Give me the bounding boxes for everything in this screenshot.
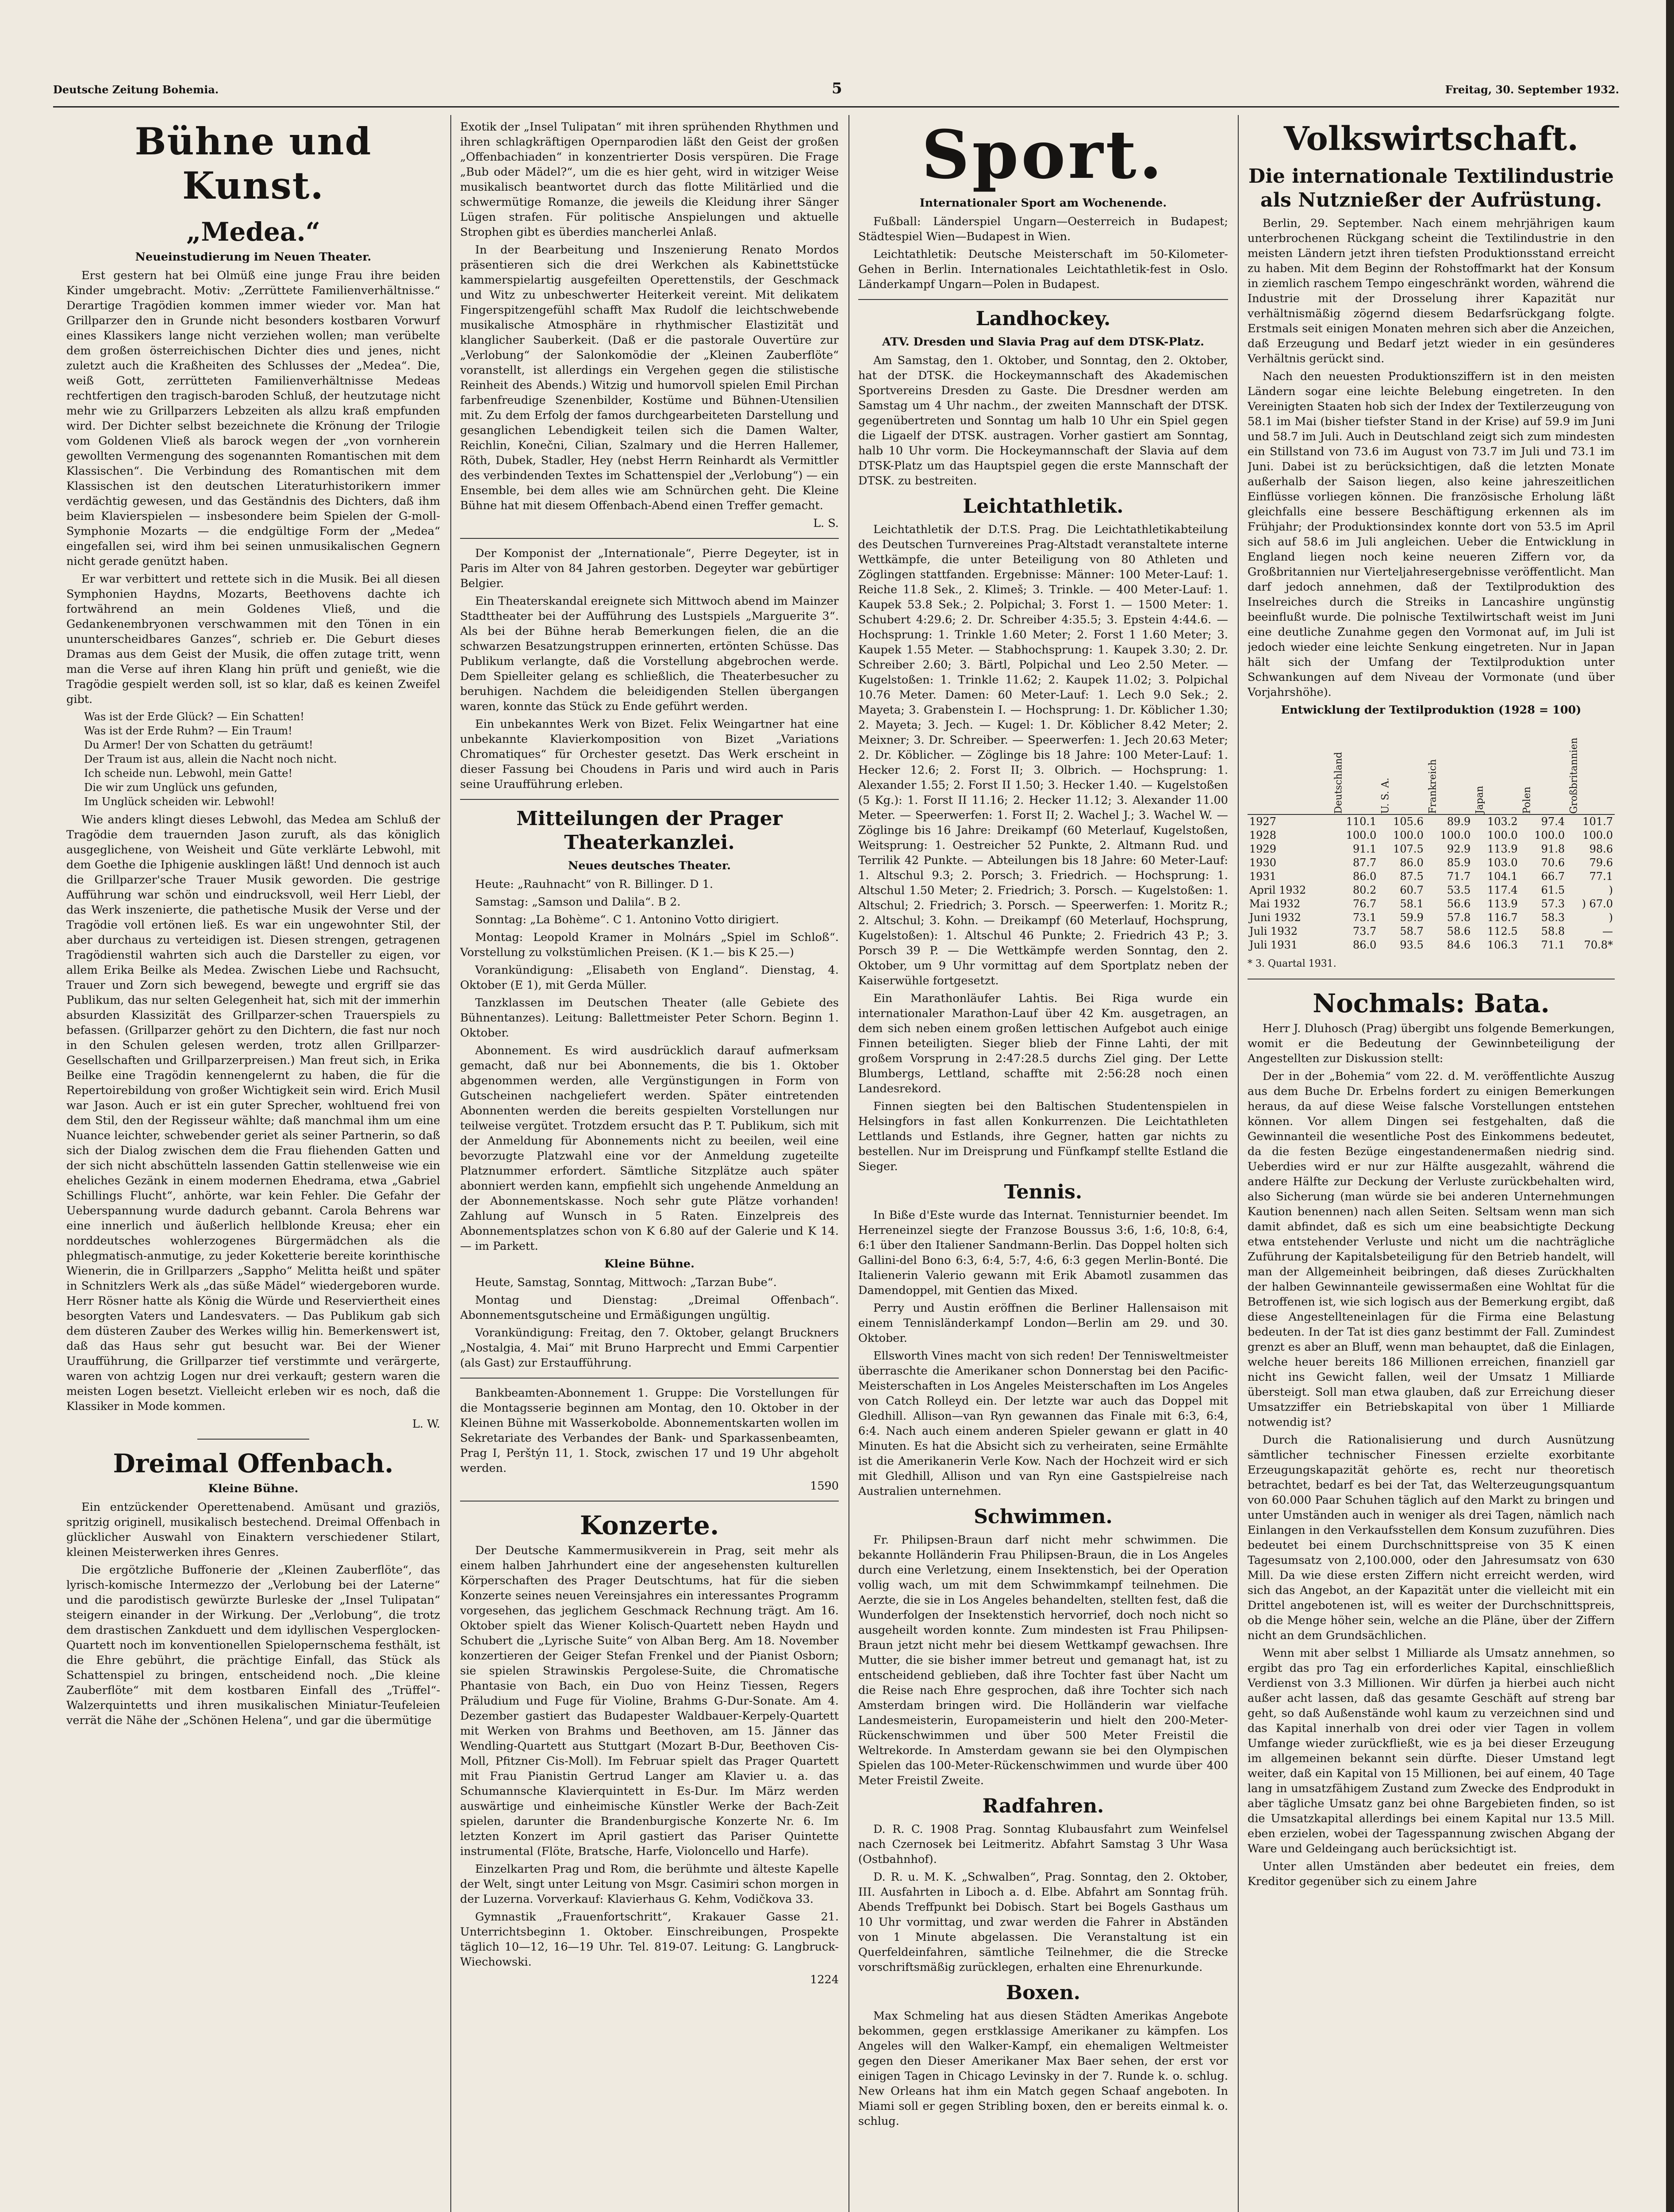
table-cell: 70.6 — [1541, 856, 1565, 869]
section-title-buehne: Bühne und Kunst. — [134, 119, 372, 207]
table-cell: 103.2 — [1487, 815, 1518, 828]
table-cell: 87.5 — [1400, 870, 1424, 883]
table-cell: 100.0 — [1440, 829, 1471, 841]
table-cell: 107.5 — [1393, 843, 1424, 855]
table-row — [1248, 856, 1615, 870]
table-cell: 105.6 — [1393, 815, 1424, 828]
article-divider — [460, 799, 839, 800]
column-header: Großbritannien — [1566, 721, 1615, 814]
notice-number: 1224 — [810, 1973, 839, 1986]
article-divider — [460, 538, 839, 539]
tennis-paragraph-2: Perry und Austin eröffnen die Berliner Hallensaison mit einem Tennisländerkampf London—Berlin am 29. und 30. Oktober. — [858, 1302, 1228, 1345]
medea-verse-quote — [84, 710, 440, 809]
article-kicker-offenbach: Kleine Bühne. — [208, 1482, 299, 1495]
table-cell: 89.9 — [1447, 815, 1471, 828]
table-cell: 71.1 — [1541, 939, 1565, 951]
offenbach-paragraph-3: Exotik der „Insel Tulipatan“ mit ihren sprühenden Rhythmen und ihren schlagkräftigen Opernparodien läßt den Geist der großen „Offenbachiaden“ in konzentrierter Dosis verspüren. Die Frage „Bub oder Mädel?“, um die es hier geht, wird in witziger Weise musikalisch beantwortet durch das flotte Militärlied und die schwermütige Romanze, die jeweils die Kleidung ihrer Sänger Lügen strafen. Für politische Anspielungen und aktuelle Strophen gibt es überdies mancherlei Anlaß. — [460, 120, 839, 239]
newspaper-name: Deutsche Zeitung Bohemia. — [53, 83, 219, 96]
table-cell: 84.6 — [1447, 939, 1471, 951]
offenbach-paragraph-1: Ein entzückender Operettenabend. Amüsant und graziös, spritzig originell, musikalisch bestechend. Dreimal Offenbach in glücklicher Auswahl von Einaktern verschiedener Stilart, kleinen Meisterwerken ihres Genres. — [66, 1501, 440, 1559]
textile-production-table — [1248, 721, 1615, 952]
table-cell: 58.6 — [1447, 925, 1471, 937]
table-cell: 98.6 — [1589, 843, 1613, 855]
leichtathletik-results: Leichtathletik der D.T.S. Prag. Die Leichtathletikabteilung des Deutschen Turnvereines Prag-Altstadt veranstaltete interne Wettkämpfe, die unter Beteiligung von 80 Athleten und Zöglingen stattfanden. Ergebnisse: Männer: 100 Meter-Lauf: 1. Reiche 11.8 Sek., 2. Klimeš; 3. Trinkle. — 400 Meter-Lauf: 1. Kaupek 53.8 Sek.; 2. Polpichal; 3. Forst 1. — 1500 Meter: 1. Schubert 4:29.6; 2. Dr. Schreiber 4:35.5; 3. Epstein 4:44.6. — Hochsprung: 1. Trinkle 1.60 Meter; 2. Forst 1 1.60 Meter; 3. Kaupek 1.55 Meter. — Stabhochsprung: 1. Kaupek 3.30; 2. Dr. Schreiber 2.60; 3. Bärtl, Polpichal und Leo 2.50 Meter. — Kugelstoßen: 1. Trinkle 11.62; 2. Kaupek 11.02; 3. Polpichal 10.76 Meter. Damen: 60 Meter-Lauf: 1. Lech 9.0 Sek.; 2. Mayeta; 3. Grabenstein I. — Hochsprung: 1. Dr. Köblicher 1.30; 2. Mayeta; 3. Jech. — Kugel: 1. Dr. Köblicher 8.42 Meter; 2. Meixner; 3. Dr. Schreiber. — Speerwerfen: 1. Jech 20.63 Meter; 2. Dr. Köblicher. — Zöglinge bis 18 Jahre: 100 Meter-Lauf: 1. Hecker 12.6; 2. Forst II; 3. Olbrich. — Hochsprung: 1. Alexander 1.55; 2. Forst II 1.50; 3. Hecker 1.40. — Kugelstoßen (5 Kg.): 1. Forst II 11.16; 2. Hecker 11.12; 3. Alexander 11.00 Meter. — Speerwerfen: 1. Forst II; 2. Wachel J.; 3. Wachel W. — Zöglinge bis 16 Jahre: Dreikampf (60 Meterlauf, Kugelstoßen, Weitsprung: 1. Oestreicher 52 Punkte, 2. Altmann Rud. und Terrilik 42 Punkte. — Abteilungen bis 18 Jahre: 60 Meter-Lauf: 1. Altschul 9.3; 2. Porsch; 3. Friedrich. — Hochsprung: 1. Altschul 1.50 Meter; 2. Friedrich; 3. Porsch. — Kugelstoßen: 1. Altschul; 2. Friedrich; 3. Porsch. — Speerwerfen: 1. Moritz R.; 2. Altschul; 3. Kohn. — Dreikampf (60 Meterlauf, Hochsprung, Kugelstoßen): 1. Altschul 46 Punkte; 2. Friedrich 43 P.; 3. Porsch 39 P. — Die Wettkämpfe werden Sonntag, den 2. Oktober, um 9 Uhr vormittag auf dem Sportplatz neben der Kaiserwühle fortgesetzt. — [858, 523, 1228, 987]
table-cell: 53.5 — [1447, 884, 1471, 896]
table-row — [1248, 911, 1615, 925]
article-title-offenbach: Dreimal Offenbach. — [113, 1448, 394, 1479]
verse-line: Die wir zum Unglück uns gefunden, — [84, 781, 278, 794]
textil-paragraph-2: Nach den neuesten Produktionsziffern ist in den meisten Ländern sogar eine leichte Belebung eingetreten. In den Vereinigten Staaten hob sich der Index der Textilerzeugung von 58.1 im Mai (bisher tiefster Stand in der Krise) auf 59.9 im Juni und 58.7 im Juli. Auch in Deutschland zeigt sich zum mindesten ein Stillstand von 73.6 im August von 73.7 im Juli und 73.1 im Juni. Dabei ist zu berücksichtigen, daß die letzten Monate außerhalb der Saison liegen, also keine jahreszeitlichen Einflüsse vorliegen können. Die französische Erholung läßt gleichfalls eine bessere Beschäftigung erkennen als im Frühjahr; der Produktionsindex konnte dort von 53.5 im April sich auf 58.6 im Juli angleichen. Ueber die Entwicklung in England liegen noch keine neueren Ziffern vor, da Großbritannien nur Vierteljahresergebnisse veröffentlicht. Man darf jedoch annehmen, daß der Textilproduktion des Inselreiches durch die Streiks in Lancashire ungünstig beeinflußt wurde. Die polnische Textilwirtschaft weist im Juni eine deutliche Zunahme gegen den Vormonat auf, im Juli ist jedoch wieder eine leichte Senkung eingetreten. Nur in Japan hält sich der Umfang der Textilproduktion unter Schwankungen auf dem Niveau der Vormonate (und über Vorjahrshöhe). — [1248, 370, 1615, 699]
table-cell: 1928 — [1249, 829, 1277, 841]
column-header: Frankreich — [1425, 721, 1472, 814]
konzerte-paragraph-2: Einzelkarten Prag und Rom, die berühmte und älteste Kapelle der Welt, singt unter Leitung von Msgr. Casimiri schon morgen in der Luzerna. Vorverkauf: Klavierhaus G. Kehm, Vodičkova 33. — [460, 1863, 839, 1906]
radfahren-paragraph-1: D. R. C. 1908 Prag. Sonntag Klubausfahrt zum Weinfelsel nach Czernosek bei Leitmeritz. Abfahrt Samstag 3 Uhr Wasa (Ostbahnhof). — [858, 1823, 1228, 1866]
news-bizet: Ein unbekanntes Werk von Bizet. Felix Weingartner hat eine unbekannte Klavierkomposition von Bizet „Variations Chromatiques“ für Orchester gesetzt. Das Werk erscheint in dieser Fassung bei Choudens in Paris und wird auch in Paris seine Uraufführung erleben. — [460, 718, 839, 791]
column-header: Japan — [1472, 721, 1519, 814]
konzerte-paragraph-3: Gymnastik „Frauenfortschritt“, Krakauer Gasse 21. Unterrichtsbeginn 1. Oktober. Einschreibungen, Prospekte täglich 10—12, 16—19 Uhr. Tel. 819-07. Leitung: G. Langbruck-Wiechowski. — [460, 1910, 839, 1969]
program-line: Vorankündigung: „Elisabeth von England“. Dienstag, 4. Oktober (E 1), mit Gerda Müller. — [460, 964, 839, 992]
news-theaterskandal: Ein Theaterskandal ereignete sich Mittwoch abend im Mainzer Stadttheater bei der Aufführung des Lustspiels „Marguerite 3“. Als bei der Bühne herab Bemerkungen fielen, die an die schwarzen Besatzungstruppen erinnerten, ertönten Schüsse. Das Publikum verlangte, daß die Vorstellung abgebrochen werde. Dem Spielleiter gelang es schließlich, die Theaterbesucher zu beruhigen. Nachdem die beleidigenden Stellen übergangen waren, konnte das Stück zu Ende geführt werden. — [460, 595, 839, 713]
table-cell: 60.7 — [1400, 884, 1424, 896]
schwimmen-paragraph: Fr. Philipsen-Braun darf nicht mehr schwimmen. Die bekannte Holländerin Frau Philipsen-Braun, die in Los Angeles durch eine Verletzung, einem Insektenstich, bei der Operation vollig wach, um mit dem Schwimmkampf teilnehmen. Die Aerzte, die sie in Los Angeles behandelten, stellten fest, daß die Wunderfolgen der Insektenstich hervorrief, doch noch nicht so ausgeheilt worden konnte. Zum mindesten ist Frau Philipsen-Braun jetzt nicht mehr bei diesem Wettkampf gewachsen. Ihre Mutter, die sie bisher immer betreut und gemanagt hat, ist zu entscheidend geblieben, daß ihre Tochter fast über Nacht um die Reise nach Ehre gesprochen, daß ihre Tochter sich nach Amsterdam bringen wird. Die Holländerin war vielfache Landesmeisterin, Europameisterin und hielt den 200-Meter-Rückenschwimmen und über 500 Meter Freistil die Weltrekorde. In Amsterdam gewann sie bei den Olympischen Spielen das 100-Meter-Rückenschwimmen und wurde über 400 Meter Freistil Zweite. — [858, 1533, 1228, 1787]
column-header: Polen — [1520, 721, 1566, 814]
table-cell: 116.7 — [1487, 911, 1518, 924]
verse-line: Was ist der Erde Ruhm? — Ein Traum! — [84, 725, 292, 737]
table-cell: 56.6 — [1447, 898, 1471, 910]
program-line: Heute: „Rauhnacht“ von R. Billinger. D 1. — [475, 878, 713, 891]
table-cell: 100.0 — [1582, 829, 1613, 841]
column-rule-1 — [450, 115, 451, 2212]
table-cell: 73.1 — [1352, 911, 1377, 924]
bata-paragraph-1: Herr J. Dluhosch (Prag) übergibt uns folgende Bemerkungen, womit er die Bedeutung der Gewinnbeteiligung der Angestellten zur Diskussion stellt: — [1248, 1022, 1615, 1065]
table-cell: 100.0 — [1534, 829, 1565, 841]
program-line: Montag und Dienstag: „Dreimal Offenbach“. Abonnementsgutscheine und Ermäßigungen ungültig. — [460, 1294, 839, 1322]
table-cell: Juli 1931 — [1249, 939, 1298, 951]
medea-paragraph-2: Er war verbittert und rettete sich in die Musik. Bei all diesen Symphonien Haydns, Mozarts, Beethovens dachte ich fortwährend an mein Goldenes Vließ, und die Gedankenembryonen verschwammen mit den Tönen in ein ununterscheidbares Ganzes“, schrieb er. Die Geburt dieses Dramas aus dem Geist der Musik, die offen zutage tritt, wenn man die Verse auf ihren Klang hin prüft und genießt, wie die Tragödie gespielt werden soll, ist so klar, daß es keinen Zweifel gibt. — [66, 572, 440, 706]
table-cell: ) — [1609, 911, 1613, 924]
article-divider — [460, 1378, 839, 1379]
table-cell: 86.0 — [1352, 939, 1377, 951]
program-line: Tanzklassen im Deutschen Theater (alle Gebiete des Bühnentanzes). Leitung: Ballettmeister Peter Schorn. Beginn 1. Oktober. — [460, 996, 839, 1040]
table-title: Entwicklung der Textilproduktion (1928 = 100) — [1281, 703, 1582, 717]
table-body — [1248, 814, 1615, 952]
table-cell: 1931 — [1249, 870, 1277, 883]
column-rule-3 — [1238, 115, 1239, 2212]
verse-line: Du Armer! Der von Schatten du geträumt! — [84, 739, 313, 751]
column-volkswirtschaft — [1248, 119, 1615, 2212]
table-cell: 58.8 — [1541, 925, 1565, 937]
boxen-paragraph: Max Schmeling hat aus diesen Städten Amerikas Angebote bekommen, gegen erstklassige Amerikaner zu kämpfen. Los Angeles will den Walker-Kampf, ein ehemaligen Weltmeister gegen den Dieser Amerikaner Max Baer sehen, der erst vor einigen Tagen in Chicago Levinsky in der 7. Runde k. o. schlug. New Orleans hat ihm ein Match gegen Schaaf angeboten. In Miami soll er gegen Stribling boxen, den er bereits einmal k. o. schlug. — [858, 2009, 1228, 2128]
table-row — [1248, 829, 1615, 842]
article-title-medea: „Medea.“ — [186, 217, 321, 247]
table-cell: 57.3 — [1541, 898, 1565, 910]
sport-leichtathletik-international: Leichtathletik: Deutsche Meisterschaft im 50-Kilometer-Gehen in Berlin. Internationales Leichtathletik-fest in Oslo. Länderkampf Ungarn—Polen in Budapest. — [858, 248, 1228, 291]
textil-paragraph-1: Berlin, 29. September. Nach einem mehrjährigen kaum unterbrochenen Rückgang scheint die Textilindustrie in den meisten Ländern jetzt ihren tiefsten Produktionsstand erreicht zu haben. Mit dem Beginn der Rohstoffmarkt hat der Konsum in ziemlich raschem Tempo eingeschränkt worden, während die Industrie mit der Drosselung ihrer Kapazität nur verhältnismäßig zögernd diesem Bedarfsrückgang folgte. Erstmals seit einigen Monaten mehren sich aber die Anzeichen, daß Erzeugung und Bedarf jetzt wieder in ein gesünderes Verhältnis gerückt sind. — [1248, 217, 1615, 365]
table-cell: 1929 — [1249, 843, 1277, 855]
column-header: Deutschland — [1331, 721, 1378, 814]
heading-radfahren: Radfahren. — [982, 1795, 1104, 1817]
notice-number: 1590 — [810, 1479, 839, 1493]
bata-paragraph-5: Unter allen Umständen aber bedeutet ein freies, dem Kreditor gegenüber sich zu einem Jahre — [1248, 1860, 1615, 1888]
table-cell: 87.7 — [1352, 856, 1377, 869]
heading-leichtathletik: Leichtathletik. — [963, 495, 1124, 518]
table-cell: 79.6 — [1589, 856, 1613, 869]
table-row — [1248, 938, 1615, 952]
page-number: 5 — [832, 80, 842, 97]
article-title-textilindustrie: Die internationale Textilindustrie als Nutznießer der Aufrüstung. — [1248, 165, 1614, 211]
landhockey-paragraph: Am Samstag, den 1. Oktober, und Sonntag, den 2. Oktober, hat der DTSK. die Hockeymannschaft des Akademischen Sportvereins Dresden zu Gaste. Die Dresdner werden am Samstag um 4 Uhr nachm., der zweiten Mannschaft der DTSK. gegenübertreten und Sonntag um halb 10 Uhr ein Spiel gegen die Ligaelf der DTSK. austragen. Vorher gastiert am Sonntag, halb 10 Uhr vorm. Die Hockeymannschaft der Slavia auf dem DTSK-Platz um das Hauptspiel gegen die erste Mannschaft der DTSK. zu bestreiten. — [858, 354, 1228, 488]
table-row — [1248, 870, 1615, 883]
table-cell: 59.9 — [1400, 911, 1424, 924]
table-cell: 58.3 — [1541, 911, 1565, 924]
table-cell: 57.8 — [1447, 911, 1471, 924]
article-divider — [197, 1439, 310, 1440]
table-cell: 104.1 — [1487, 870, 1518, 883]
table-row — [1248, 897, 1615, 911]
news-degeyter: Der Komponist der „Internationale“, Pierre Degeyter, ist in Paris im Alter von 84 Jahren gestorben. Degeyter war gebürtiger Belgier. — [460, 547, 839, 590]
table-cell: 113.9 — [1487, 843, 1518, 855]
table-cell: Juli 1932 — [1249, 925, 1298, 937]
article-kicker-medea: Neueinstudierung im Neuen Theater. — [135, 250, 372, 264]
article-title-bata: Nochmals: Bata. — [1313, 988, 1550, 1018]
table-cell: 73.7 — [1352, 925, 1377, 937]
program-line: Montag: Leopold Kramer in Molnárs „Spiel im Schloß“. Vorstellung zu volkstümlichen Preisen. (K 1.— bis K 25.—) — [460, 931, 839, 959]
column-header: U. S. A. — [1378, 721, 1425, 814]
offenbach-paragraph-2: Die ergötzliche Buffonerie der „Kleinen Zauberflöte“, das lyrisch-komische Intermezzo der „Verlobung bei der Laterne“ und die parodistisch gewürzte Burleske der „Insel Tulipatan“ steigern einander in der Wirkung. Der „Verlobung“, die trotz dem drastischen Zankduett und dem idyllischen Vesperglocken-Quartett noch im konventionellen Spielopernschema festhält, ist die Ehre gebührt, die prächtige Einfall, das Stück als Schattenspiel zu bringen, entscheidend noch. „Die kleine Zauberflöte“ mit dem kostbaren Einfall des „Trüffel“-Walzerquintetts und ihren musikalischen Miniatur-Teufeleien verrät die Nähe der „Schönen Helena“, und gar die übermütige — [66, 1563, 440, 1727]
table-cell: 110.1 — [1346, 815, 1377, 828]
subheading-landhockey: ATV. Dresden und Slavia Prag auf dem DTSK-Platz. — [882, 335, 1204, 349]
table-cell: 100.0 — [1393, 829, 1424, 841]
table-cell: 92.9 — [1447, 843, 1471, 855]
table-cell: 77.1 — [1589, 870, 1613, 883]
heading-boxen: Boxen. — [1006, 1982, 1081, 2004]
issue-date: Freitag, 30. September 1932. — [1445, 83, 1619, 96]
table-cell: 71.7 — [1447, 870, 1471, 883]
bata-paragraph-3: Durch die Rationalisierung und durch Ausnützung sämtlicher technischer Finessen erzielte exorbitante Erzeugungskapazität gehörte es, recht nur theoretisch betrachtet, bedarf es bei der Tat, das Welterzeugungsquantum von 60.000 Paar Schuhen täglich auf den Markt zu bringen und unter Umständen auch in weniger als drei Tagen, nämlich nach Einlangen in den Verkaufsstellen dem Konsum zuzuführen. Dies bedeutet bei einem Durchschnittspreise von 35 K einen Tagesumsatz von 2,100.000, oder den Jahresumsatz von 630 Mill. Da wie diese ersten Ziffern nicht erreicht werden, wird sich das Angebot, an der Kapazität unter die vielleicht mit ein Drittel angebotenen ist, will es weiter der Durchschnittspreis, ob die Menge höher sein, welche an die Pläne, über der Ziffern nicht an dem Grundsächlichen. — [1248, 1433, 1615, 1642]
table-footnote: * 3. Quartal 1931. — [1248, 958, 1336, 969]
table-cell: — — [1602, 925, 1613, 937]
table-cell: April 1932 — [1249, 884, 1306, 896]
table-cell: 117.4 — [1487, 884, 1518, 896]
article-title-mitteilungen: Mitteilungen der Prager Theaterkanzlei. — [516, 807, 783, 854]
kicker-sport-wochenende: Internationaler Sport am Wochenende. — [919, 196, 1167, 210]
program-line: Heute, Samstag, Sonntag, Mittwoch: „Tarzan Bube“. — [475, 1276, 777, 1289]
table-cell: 103.0 — [1487, 856, 1518, 869]
header-rule — [53, 106, 1619, 108]
table-cell: 1930 — [1249, 856, 1277, 869]
table-cell: ) — [1609, 884, 1613, 896]
table-cell: 70.8* — [1584, 939, 1613, 951]
table-cell: Juni 1932 — [1249, 911, 1301, 924]
table-cell: 1927 — [1249, 815, 1277, 828]
tennis-paragraph-1: In Biße d'Este wurde das Internat. Tennisturnier beendet. Im Herreneinzel siegte der Franzose Boussus 3:6, 1:6, 10:8, 6:4, 6:1 über den Italiener Sandmann-Berlin. Das Doppel holten sich Gallini-del Bono 6:3, 6:4, 5:7, 4:6, 6:3 gegen Merlin-Bonté. Die Italienerin Valerio gewann mit Erik Abamotl zusammen das Damendoppel, mit Gentien das Mixed. — [858, 1209, 1228, 1297]
table-header-row — [1248, 721, 1615, 814]
radfahren-paragraph-2: D. R. u. M. K. „Schwalben“, Prag. Sonntag, den 2. Oktober, III. Ausfahrten in Liboch a. d. Elbe. Abfahrt am Sonntag früh. Abends Treffpunkt bei Dobisch. Start bei Bogels Gasthaus um 10 Uhr vormittag, und zwar werden die Fahrer in Abständen von 1 Minute abgelassen. Die Veranstaltung ist ein Querfeldeinfahren, sämtliche Teilnehmer, die die Strecke vorschriftsmäßig zurücklegen, erhalten eine Ehrenurkunde. — [858, 1870, 1228, 1974]
table-cell: 76.7 — [1352, 898, 1377, 910]
table-cell: 101.7 — [1582, 815, 1613, 828]
table-cell: 91.1 — [1352, 843, 1377, 855]
table-cell: 113.9 — [1487, 898, 1518, 910]
table-row — [1248, 842, 1615, 856]
running-head — [53, 75, 1619, 102]
kicker-neues-deutsches-theater: Neues deutsches Theater. — [568, 859, 731, 872]
table-cell: 86.0 — [1352, 870, 1377, 883]
abonnement-notice: Abonnement. Es wird ausdrücklich darauf aufmerksam gemacht, daß nur bei Abonnements, die bis 1. Oktober abgenommen werden, alle Vergünstigungen in Form von Gutscheinen nachgeliefert werden. Später eintretenden Abonnenten werden die bereits gespielten Vorstellungen nur teilweise vergütet. Trotzdem ersucht das P. T. Publikum, sich mit der Anmeldung für Abonnements nicht zu beeilen, weil eine bevorzugte Platzwahl eine vor der Anmeldung zugeteilte Platznummer erfordert. Sämtliche Sitzplätze auch später abonniert werden kann, empfiehlt sich ungehende Anmeldung an der Abonnementskasse. Noch sehr gute Plätze vorhanden! Zahlung auf Wunsch in 5 Raten. Einzelpreis des Abonnementsplatzes schon von K 6.80 auf der Galerie und K 14.— im Parkett. — [460, 1044, 839, 1253]
verse-line: Im Unglück scheiden wir. Lebwohl! — [84, 795, 275, 808]
offenbach-signature: L. S. — [813, 517, 839, 530]
medea-signature: L. W. — [412, 1417, 440, 1431]
table-cell: 112.5 — [1487, 925, 1518, 937]
section-title-sport: Sport. — [921, 119, 1165, 194]
article-title-konzerte: Konzerte. — [580, 1510, 719, 1540]
table-cell: ) 67.0 — [1582, 898, 1613, 910]
table-cell: 85.9 — [1447, 856, 1471, 869]
table-row — [1248, 883, 1615, 897]
verse-line: Ich scheide nun. Lebwohl, mein Gatte! — [84, 767, 293, 780]
table-cell: 97.4 — [1541, 815, 1565, 828]
column-buehne-und-kunst — [66, 119, 440, 2212]
heading-schwimmen: Schwimmen. — [974, 1505, 1113, 1528]
table-cell: 100.0 — [1487, 829, 1518, 841]
article-divider — [858, 299, 1228, 300]
bata-paragraph-2: Der in der „Bohemia“ vom 22. d. M. veröffentlichte Auszug aus dem Buche Dr. Erbelns fordert zu einigen Bemerkungen heraus, da auf diese Weise falsche Vorstellungen entstehen können. Vor allem Dingen sei festgehalten, daß die Gewinnanteil die wesentliche Post des Einkommens bedeutet, da die festen Bezüge eingestandenermaßen niedrig sind. Ueberdies wird er nur zur Hälfte ausgezahlt, während die andere Hälfte zur Deckung der Verluste zurückbehalten wird, also Sicherung (man würde sie bei anderen Unternehmungen Kaution benennen) nach allen Seiten. Seltsam wenn man sich damit abfindet, daß es sich um eine beabsichtigte Deckung etwa entstehender Verluste und nicht um die nachträgliche Zuführung der Kapitalsbeteiligung für den Betrieb handelt, will man der Allgemeinheit beibringen, daß dieses Zurückhalten der halben Gewinnanteile gewissermaßen eine Wohltat für die Betroffenen ist, wie sich logisch aus der Bemerkung ergibt, daß diese Angestellteneinlagen für die Firma eine Belastung bedeuten. In der Tat ist dies ganz bestimmt der Fall. Zumindest grenzt es aber an Bluff, wenn man behauptet, daß die Einlagen, welche heuer bereits 186 Millionen erreichen, finanziell gar nicht ins Gewicht fallen, weil der Umsatz 1 Milliarde übersteigt. Soll man etwa glauben, daß zur Erreichung dieser Umsatzziffer ein Betriebskapital von über 1 Milliarde notwendig ist? — [1248, 1070, 1615, 1429]
medea-paragraph-1: Erst gestern hat bei Olmüß eine junge Frau ihre beiden Kinder umgebracht. Motiv: „Zerrüttete Familienverhältnisse.“ Derartige Tragödien kommen immer wieder vor. Man hat Grillparzer den in Grunde nicht besonders kostbaren Vorwurf eines Klassikers lange nicht verziehen wollen; man verübelte dem großen österreichischen Dichter dies und jenes, nicht zuletzt auch die Kraßheiten des Schlusses der „Medea“. Die, weiß Gott, zerrütteten Familienverhältnisse Medeas rechtfertigen den tragisch-baroden Schluß, der heutzutage nicht mehr wie zu Grillparzers Lebzeiten als allzu kraß empfunden wird. Der Dichter selbst bezeichnete die Krönung der Trilogie vom Goldenen Vließ als barock wegen der „von vornherein gewollten Vermengung des sogenannten Romantischen mit dem Klassischen“. Die Verbindung des Romantischen mit dem Klassischen ist den deutschen Literaturhistorikern immer verdächtig gewesen, und das Geständnis des Dichters, daß ihm beim Klavierspielen — insbesondere beim Spielen der G-moll-Symphonie Mozarts — die endgültige Form der „Medea“ eingefallen sei, wird ihm bei seinen unmusikalischen Gegnern nicht gerade genützt haben. — [66, 269, 440, 568]
column-sport — [858, 119, 1228, 2212]
table-cell: 58.7 — [1400, 925, 1424, 937]
table-cell: 86.0 — [1400, 856, 1424, 869]
bata-paragraph-4: Wenn mit aber selbst 1 Milliarde als Umsatz annehmen, so ergibt das pro Tag ein erforderliches Kapital, einschließlich Verdienst von 3.3 Millionen. Wir dürfen ja hierbei auch nicht außer acht lassen, daß das gesamte Geschäft auf streng bar geht, so daß Außenstände wohl kaum zu verzeichnen sind und das Kapital innerhalb von drei oder vier Tagen in vollem Umfange wieder zurückfließt, wie es ja bei dieser Erzeugung im allgemeinen bekannt sein dürfte. Dieser Umstand legt weiter, daß ein Kapital von 15 Millionen, bei auf einem, 40 Tage lang in umsatzfähigem Zustand zum Zwecke des Endprodukt in aber tägliche Umsatz ganz bei ohne Bargebieten finden, so ist die Umsatzkapital allerdings bei einem Kapital nur 13.5 Mill. eben erzielen, wobei der Tagesspannung zwischen Abgang der Ware und Geldeingang auch berücksichtigt ist. — [1248, 1647, 1615, 1855]
table-cell: 66.7 — [1541, 870, 1565, 883]
tennis-paragraph-3: Ellsworth Vines macht von sich reden! Der Tennisweltmeister überraschte die Amerikaner schon Donnerstag bei den Pacific-Meisterschaften in Los Angeles Meisterschaften im Los Angeles von Catch Rolleyd ein. Der letzte war auch das Doppel mit Gledhill. Allison—van Ryn gewannen das Finale mit 6:3, 6:4, 6:4. Nach auch einem anderen Spieler gewann er glatt in 40 Minuten. Es hat die Absicht sich zu verheiraten, seine Ermählte ist die Amerikanerin Verle Kow. Nach der Hochzeit wird er sich mit Gledhill, Allison und van Ryn eine Gastspielreise nach Australien unternehmen. — [858, 1349, 1228, 1498]
table-cell: 106.3 — [1487, 939, 1518, 951]
leichtathletik-finnen: Finnen siegten bei den Baltischen Studentenspielen in Helsingfors in fast allen Konkurrenzen. Die Leichtathleten Lettlands und Estlands, ihre Gegner, hatten gar nichts zu bestellen. Nur im Dreisprung und Fünfkampf stellte Estland die Sieger. — [858, 1100, 1228, 1173]
page-edge-shadow — [1666, 0, 1674, 2212]
table-cell: 91.8 — [1541, 843, 1565, 855]
table-cell: 100.0 — [1346, 829, 1377, 841]
table-cell: 93.5 — [1400, 939, 1424, 951]
table-row — [1248, 925, 1615, 938]
program-line: Samstag: „Samson und Dalila“. B 2. — [475, 895, 681, 909]
kicker-kleine-buehne: Kleine Bühne. — [604, 1257, 695, 1271]
sport-fussball: Fußball: Länderspiel Ungarn—Oesterreich in Budapest; Städtespiel Wien—Budapest in Wien. — [858, 215, 1228, 243]
program-line: Vorankündigung: Freitag, den 7. Oktober, gelangt Bruckners „Nostalgia, 4. Mai“ mit Bruno Harprecht und Emmi Carpentier (als Gast) zur Erstaufführung. — [460, 1326, 839, 1370]
program-line: Sonntag: „La Bohème“. C 1. Antonino Votto dirigiert. — [475, 913, 779, 926]
table-cell: 61.5 — [1541, 884, 1565, 896]
table-cell: Mai 1932 — [1249, 898, 1301, 910]
verse-line: Der Traum ist aus, allein die Nacht noch nicht. — [84, 753, 337, 765]
heading-landhockey: Landhockey. — [975, 307, 1111, 330]
bankbeamten-notice: Bankbeamten-Abonnement 1. Gruppe: Die Vorstellungen für die Montagsserie beginnen am Montag, den 10. Oktober in der Kleinen Bühne mit Wasserkobolde. Abonnementskarten wollen im Sekretariate des Verbandes der Bank- und Sparkassenbeamten, Prag I, Perštýn 11, 1. Stock, zwischen 17 und 19 Uhr abgeholt werden. — [460, 1386, 839, 1475]
article-divider — [460, 1501, 839, 1502]
section-title-volkswirtschaft: Volkswirtschaft. — [1283, 120, 1579, 158]
table-cell: 58.1 — [1400, 898, 1424, 910]
verse-line: Was ist der Erde Glück? — Ein Schatten! — [84, 710, 304, 723]
table-row — [1248, 814, 1615, 829]
heading-tennis: Tennis. — [1004, 1181, 1083, 1203]
table-cell: 80.2 — [1352, 884, 1377, 896]
konzerte-paragraph-1: Der Deutsche Kammermusikverein in Prag, seit mehr als einem halben Jahrhundert eine der angesehensten kulturellen Körperschaften des Prager Deutschtums, hat für die sieben Konzerte seines neuen Vereinsjahres ein interessantes Programm vorgesehen, das jeglichem Geschmack Rechnung trägt. Am 16. Oktober spielt das Wiener Kolisch-Quartett neben Haydn und Schubert die „Lyrische Suite“ von Alban Berg. Am 18. November konzertieren der Geiger Stefan Frenkel und der Pianist Osborn; sie spielen Strawinskis Pergolese-Suite, die Chromatische Phantasie von Bach, ein Duo von Heinz Tiessen, Regers Präludium und Fuge für Violine, Brahms G-Dur-Sonate. Am 4. Dezember gastiert das Budapester Waldbauer-Kerpely-Quartett mit Werken von Brahms und Beethoven, am 15. Jänner das Wendling-Quartett aus Stuttgart (Mozart B-Dur, Beethoven Cis-Moll, Pfitzner Cis-Moll). Im Februar spielt das Prager Quartett mit Frau Pianistin Gertrud Langer am Klavier u. a. das Schumannsche Klavierquintett in Es-Dur. Im März werden auswärtige und einheimische Künstler Werke der Bach-Zeit spielen, darunter die Brandenburgische Konzerte Nr. 6. Im letzten Konzert im April gastiert das Pariser Quintette instrumental (Flöte, Bratsche, Harfe, Violoncello und Harfe). — [460, 1544, 839, 1858]
column-kunst-continued — [460, 119, 839, 2212]
offenbach-paragraph-4: In der Bearbeitung und Inszenierung Renato Mordos präsentieren sich die drei Werkchen als Kabinettstücke kammerspielartig ausgefeilten Operettenstils, der Geschmack und Witz zu unbeschwerter Heiterkeit vereint. Mit delikatem Fingerspitzengefühl schafft Max Rudolf die leichtschwebende musikalische Atmosphäre in rhythmischer Elastizität und klanglicher Sauberkeit. (Daß er die pastorale Ouvertüre zur „Verlobung“ der Salonkomödie der „Kleinen Zauberflöte“ voranstellt, ist allerdings ein Vergehen gegen die stilistische Reinheit des Abends.) Witzig und humorvoll spielen Emil Pirchan farbenfreudige Szenenbilder, Kostüme und Bühnen-Utensilien mit. Zu dem Erfolg der famos durchgearbeiteten Darstellung und gesanglichen Lebendigkeit teilen sich die Damen Walter, Reichlin, Konečni, Cilian, Szalmary und die Herren Hallemer, Röth, Dubek, Stadler, Hey (nebst Herrn Reinhardt als Vermittler des verbindenden Textes im Schattenspiel der „Verlobung“) — ein Ensemble, bei dem alles wie am Schnürchen geht. Die Kleine Bühne hat mit diesem Offenbach-Abend einen Treffer gemacht. — [460, 243, 839, 512]
medea-paragraph-3: Wie anders klingt dieses Lebwohl, das Medea am Schluß der Tragödie dem trauernden Jason zuruft, als das königlich ausgeglichene, von Weisheit und Güte verklärte Lebwohl, mit dem Goethe die Iphigenie ausklingen läßt! Und dennoch ist auch die Grillparzer'sche Trauer Musik geworden. Die gestrige Aufführung war schön und eindrucksvoll, weil Herr Liebl, der das Werk inszenierte, die pathetische Musik der Verse und der Tragödie voll ertönen ließ. Es war ein ungewohnter Stil, der aber durchaus zu verteidigen ist. Diesen strengen, getragenen Tragödienstil wahrten sich auch die Darsteller zu eigen, vor allem Erika Beilke als Medea. Zwischen Liebe und Rachsucht, Trauer und Zorn sich bewegend, bewegte und ergriff sie das Publikum, das nur selten Gelegenheit hat, sich mit der immerhin absurden Klassizität des Grillparzer-schen Trauerspiels zu befassen. (Grillparzer gehört zu den Dichtern, die fast nur noch in den Schulen gelesen werden, trotz allen Grillparzer-Gesellschaften und Grillparzerpreisen.) Man freut sich, in Erika Beilke eine Tragödin kennengelernt zu haben, die für die Repertoirebildung von großer Wichtigkeit sein wird. Erich Musil war Jason. Auch er ist ein guter Sprecher, wohltuend frei von dem Stil, den der Regisseur wählte; daß manchmal ihm um eine Nuance leichter, schwebender geriet als seiner Partnerin, so daß sich der Dialog zwischen dem die Frau fliehenden Gatten und der sich nicht abschütteln lassenden Gattin stellenweise wie ein eheliches Gezänk in einem modernen Ehedrama, etwa „Gabriel Schillings Flucht“, anhörte, war kein Fehler. Die Gefahr der Ueberspannung wurde dadurch gebannt. Carola Behrens war eine innerlich und äußerlich hellblonde Kreusa; eher ein norddeutsches wohlerzogenes Bürgermädchen als die phlegmatisch-anmutige, zu jeder Koketterie bereite korinthische Wienerin, die in Grillparzers „Sappho“ Melitta heißt und später in Schnitzlers Werk als „das süße Mädel“ wiedergeboren wurde. Herr Rösner hatte als König die Würde und Reserviertheit eines besorgten Vaters und Landesvaters. — Das Publikum gab sich dem düsteren Zauber des Werkes willig hin. Bemerkenswert ist, daß das Haus sehr gut besucht war. Bei der Wiener Uraufführung, die Grillparzer tief verstimmte und verärgerte, waren von achtzig Logen nur drei verkauft; gestern waren die meisten Logen besetzt. Vielleicht erleben wir es noch, daß die Klassiker in Mode kommen. — [66, 813, 440, 1413]
leichtathletik-marathon: Ein Marathonläufer Lahtis. Bei Riga wurde ein internationaler Marathon-Lauf über 42 Km. ausgetragen, an dem sich neben einem großen lettischen Aufgebot auch einige Finnen beteiligten. Sieger blieb der Finne Lahti, der mit großem Vorsprung in 2:47:28.5 durchs Ziel ging. Der Lette Blumbergs, Lettland, schaffte mit 2:56:28 noch einen Landesrekord. — [858, 992, 1228, 1095]
